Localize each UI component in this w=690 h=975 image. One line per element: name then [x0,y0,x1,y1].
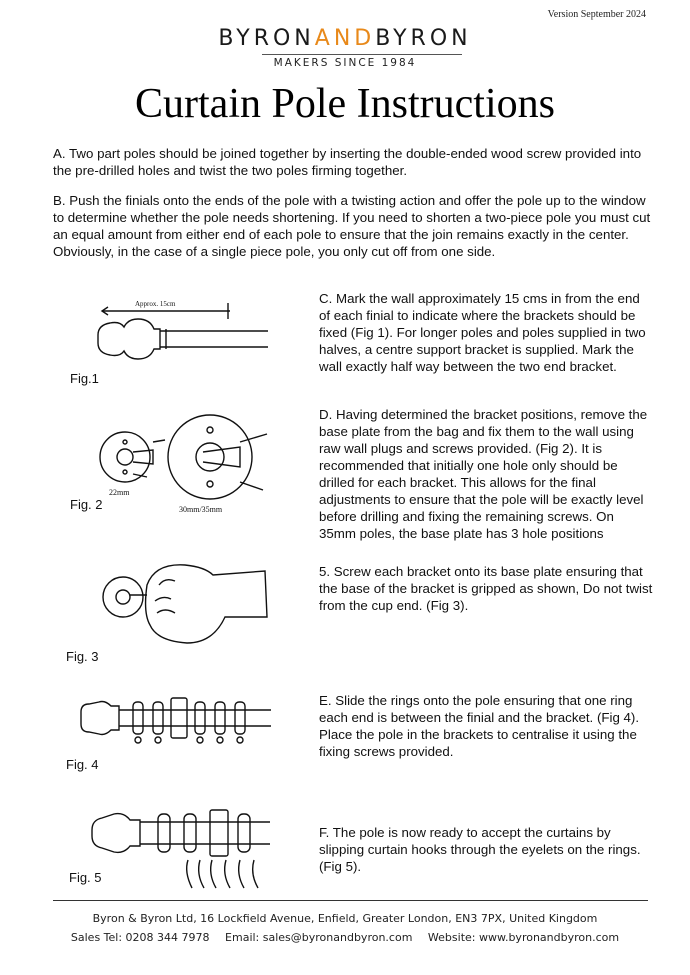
brand-logo [0,26,690,51]
fig4-illustration [75,688,275,758]
step-e-text: E. Slide the rings onto the pole ensuring that one ring each end is between the finial and the bracket. (Fig 4). Place the pole in the brackets to centralise it using the fixing screws provided. [319,693,640,759]
fig4-label: Fig. 4 [66,757,99,772]
fig3-illustration [95,555,275,655]
step-c-text: C. Mark the wall approximately 15 cms in from the end of each finial to indicate where the brackets should be fixed (Fig 1). For longer poles and poles supplied in two halves, a centre support bracket is supplied. Mark the wall exactly half way between the two end bracket. [319,291,646,374]
fig2-small-label: 22mm [109,488,130,497]
footer-contact [0,931,690,944]
footer-address: Byron & Byron Ltd, 16 Lockfield Avenue, Enfield, Greater London, EN3 7PX, United Kingdom [92,912,598,925]
footer-divider [53,900,648,901]
footer-email[interactable]: Email: sales@byronandbyron.com [225,931,413,944]
fig2-illustration [95,412,275,517]
fig5-illustration [88,800,273,890]
fig5-label: Fig. 5 [69,870,102,885]
fig1-illustration [80,295,270,365]
fig2-large-label: 30mm/35mm [179,505,223,514]
step-d-text: D. Having determined the bracket positions, remove the base plate from the bag and fix them to the wall using raw wall plugs and screws provided. (Fig 2). It is recommended that initially one hole only should be drilled for each bracket. This allows for the final adjustments to ensure that the pole will be exactly level before drilling and fixing the remaining screws. On 35mm poles, the base plate has 3 hole positions [319,407,648,541]
step-f-text: F. The pole is now ready to accept the curtains by slipping curtain hooks through the eyelets on the rings. (Fig 5). [319,825,641,874]
brand-tagline: MAKERS SINCE 1984 [273,57,417,69]
step-5-text: 5. Screw each bracket onto its base plate ensuring that the base of the bracket is gripped as shown, Do not twist from the cup end. (Fig 3). [319,564,653,613]
fig1-label: Fig.1 [70,371,99,386]
footer-website[interactable]: Website: www.byronandbyron.com [427,931,620,944]
paragraph-b: B. Push the finials onto the ends of the pole with a twisting action and offer the pole up to the window to determine whether the pole needs shortening. If you need to shorten a two-piece pole you must cut an equal amount from either end of each pole to ensure that the join remains exactly in the center. Obviously, in the case of a single piece pole, you only cut off from one side. [53,193,651,259]
brand-part-3: BYRON [375,26,472,51]
paragraph-a: A. Two part poles should be joined together by inserting the double-ended wood screw provided into the pre-drilled holes and twist the two poles firming together. [53,146,642,178]
brand-part-2: AND [314,26,376,51]
footer-sales: Sales Tel: 0208 344 7978 [70,931,210,944]
brand-divider [262,54,462,55]
fig2-label: Fig. 2 [70,497,103,512]
page-title: Curtain Pole Instructions [135,81,555,127]
fig3-label: Fig. 3 [66,649,99,664]
version-label: Version September 2024 [547,9,646,20]
fig1-measure-label: Approx. 15cm [135,300,176,308]
brand-part-1: BYRON [218,26,315,51]
